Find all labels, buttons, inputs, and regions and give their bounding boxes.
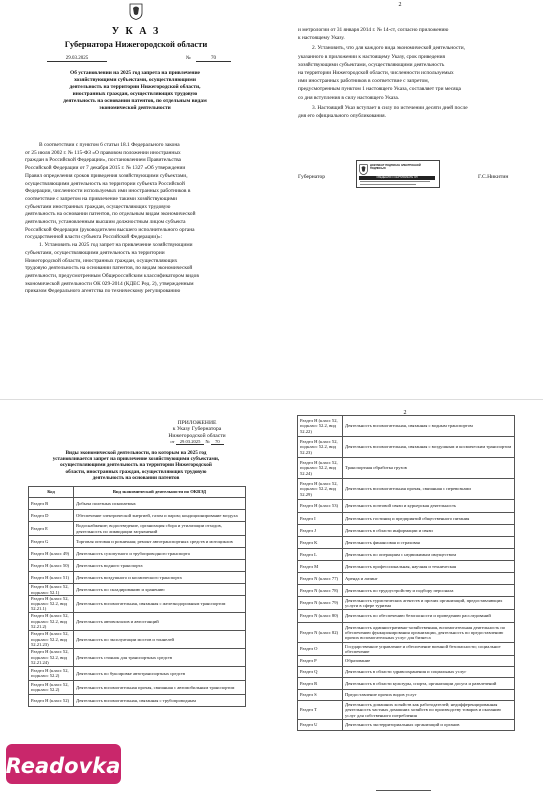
row-activity: Добыча полезных ископаемых (74, 498, 246, 510)
row-code: Раздел M (298, 561, 343, 573)
row-activity: Деятельность экстерриториальных организаций и органов (343, 720, 515, 731)
table-row (29, 560, 246, 572)
row-activity: Деятельность стоянок для транспортных средств (74, 648, 246, 666)
row-activity: Деятельность туристических агентств и прочих организаций, предоставляющих услуги в сфере туризма (343, 597, 515, 610)
table-row (298, 437, 515, 458)
issuer-title: Губернатора Нижегородской области (64, 39, 208, 49)
table-row (29, 630, 246, 648)
row-code: Раздел H (класс 52, подкласс 52.2, вид 52.23) (298, 437, 343, 458)
stamp-line (360, 181, 430, 182)
appendix-header (152, 420, 242, 446)
row-code: Раздел S (298, 690, 343, 701)
row-code: Раздел H (класс 50) (29, 560, 74, 572)
row-activity: Образование (343, 656, 515, 667)
appendix-title: ПРИЛОЖЕНИЕ (177, 420, 217, 426)
table-row (298, 500, 515, 513)
row-activity: Деятельность по буксировке автотранспортных средств (74, 666, 246, 680)
row-activity: Предоставление прочих видов услуг (343, 690, 515, 701)
table-row (298, 549, 515, 561)
row-activity: Торговля оптовая и розничная; ремонт автотранспортных средств и мотоциклов (74, 536, 246, 548)
table-row (298, 458, 515, 479)
row-code: Раздел H (класс 52, подкласс 52.2, вид 52.29) (298, 479, 343, 500)
table-row (298, 597, 515, 610)
document-heading: Об установлении на 2025 год запрета на привлечение хозяйствующими субъектами, осуществляющими деятельность на территории Нижегородской области, иностранных граждан, осуществляющих трудовую деятельность на основании патентов, по отдельным видам экономической деятельности (63, 70, 207, 111)
row-activity: Деятельность домашних хозяйств как работодателей; недифференцированная деятельность частных домашних хозяйств по производству товаров и оказанию услуг для собственного потребления (343, 701, 515, 720)
table-row (298, 643, 515, 656)
row-activity: Деятельность гостиниц и предприятий общественного питания (343, 513, 515, 525)
table-header-row (29, 487, 246, 498)
row-code: Раздел H (класс 52, подкласс 52.2, вид 52.21.1) (29, 596, 74, 613)
row-activity: Деятельность вспомогательная прочая, связанная с автомобильным транспортом (74, 680, 246, 694)
row-activity: Аренда и лизинг (343, 573, 515, 585)
row-code: Раздел H (класс 52, подкласс 52.2, вид 52.24) (298, 458, 343, 479)
row-code: Раздел H (класс 52, подкласс 52.1) (29, 584, 74, 596)
table-row (29, 694, 246, 706)
table-row (29, 572, 246, 584)
table-row (29, 584, 246, 596)
table-row (298, 720, 515, 731)
row-activity: Деятельность по эксплуатации мостов и тоннелей (74, 630, 246, 648)
row-code: Раздел L (298, 549, 343, 561)
number-prefix: № (186, 56, 191, 61)
table-row (298, 585, 515, 597)
signature-name: Г.С.Никитин (478, 174, 509, 180)
row-code: Раздел H (класс 52, подкласс 52.2) (29, 666, 74, 680)
appendix-table-heading: Виды экономической деятельности, по которым на 2025 год установливается запрет на привлечение хозяйствующими субъектами, осуществляющими деятельность на территории Нижегородской области, иностранных граждан, осуществляющих трудовую деятельность на основании патентов (52, 450, 220, 481)
appendix-region: Нижегородской области (168, 432, 226, 439)
table-row (298, 513, 515, 525)
row-code: Раздел J (298, 525, 343, 537)
coat-of-arms-icon (129, 3, 143, 20)
table-row (298, 610, 515, 623)
table-row (29, 510, 246, 522)
row-code: Раздел N (класс 79) (298, 597, 343, 610)
row-activity: Деятельность административно-хозяйственная, вспомогательная деятельность по обеспечению функционирования организации, деятельность по предоставлению прочих вспомогательных услуг для бизнеса (343, 623, 515, 643)
table-row (29, 680, 246, 694)
activity-table-right (297, 415, 515, 731)
row-activity: Деятельность почтовой связи и курьерская деятельность (343, 500, 515, 513)
row-code: Раздел N (класс 80) (298, 610, 343, 623)
row-code: Раздел Е (29, 522, 74, 536)
appendix-to: к Указу Губернатора (172, 426, 222, 433)
row-code: Раздел U (298, 720, 343, 731)
row-activity: Деятельность в области информации и связи (343, 525, 515, 537)
activity-table-left (28, 486, 246, 707)
row-code: Раздел N (класс 82) (298, 623, 343, 643)
signature-role: Губернатор (298, 174, 326, 180)
row-code: Раздел H (класс 51) (29, 572, 74, 584)
table-row (29, 666, 246, 680)
row-activity: Деятельность воздушного и космического транспорта (74, 572, 246, 584)
table-row (298, 416, 515, 437)
table-row (298, 561, 515, 573)
row-activity: Деятельность вспомогательная прочая, связанная с перевозками (343, 479, 515, 500)
row-code: Раздел H (класс 52, подкласс 52.2, вид 52.21.2) (29, 612, 74, 630)
row-activity: Деятельность в области культуры, спорта, организации досуга и развлечений (343, 678, 515, 690)
page-number: 2 (398, 2, 402, 8)
stamp-title: ДОКУМЕНТ ПОДПИСАН ЭЛЕКТРОННОЙ ПОДПИСЬЮ (370, 164, 421, 170)
document-body-left: В соответствии с пунктом 6 статьи 18.1 Федерального закона от 25 июля 2002 г. № 115-ФЗ «О правовом положении иностранных граждан в Российской Федерации», постановлением Правительства Российской Федерации от 7 декабря 2015 г. № 1327 «Об утверждении Правил определения сроков приведения хозяйствующими субъектами, осуществляющими деятельность на территории субъекта Российской Федерации, численности используемых ими иностранных работников в соответствие с запретом на привлечение такими хозяйствующими субъектами иностранных граждан, осуществляющих трудовую деятельность на основании патентов, по отдельным видам экономической деятельности, установленным высшим должностным лицом субъекта Российской Федерации (руководителем высшего исполнительного органа государственной власти субъекта Российской Федерации)»: 1. Установить на 2025 год запрет на привлечение хозяйствующими субъектами, осуществляющими деятельность на территории Нижегородской области, иностранных граждан, осуществляющих трудовую деятельность на основании патентов, по видам экономической деятельности, предусмотренным Общероссийским классификатором видов экономической деятельности ОК 029-2014 (КДЕС Ред. 2), утвержденным приказом Федерального агентства по техническому регулированию (25, 142, 199, 295)
document-number: 70 (196, 56, 231, 62)
table-row (29, 498, 246, 510)
row-activity: Деятельность по складированию и хранению (74, 584, 246, 596)
row-code: Раздел H (класс 52, подкласс 52.2, вид 52.22) (298, 416, 343, 437)
row-code: Раздел R (298, 678, 343, 690)
table-row (29, 548, 246, 560)
row-activity: Транспортная обработка грузов (343, 458, 515, 479)
table-row (298, 656, 515, 667)
table-row (29, 596, 246, 613)
row-activity: Деятельность в области здравоохранения и социальных услуг (343, 667, 515, 678)
appendix-date: 29.03.2025 (176, 439, 205, 445)
end-line (376, 790, 431, 791)
row-activity: Деятельность профессиональная, научная и техническая (343, 561, 515, 573)
table-row (29, 536, 246, 548)
table-row (298, 678, 515, 690)
row-code: Раздел I (298, 513, 343, 525)
row-code: Раздел H (класс 52, подкласс 52.2, вид 52.21.23) (29, 630, 74, 648)
row-code: Раздел H (класс 52, подкласс 52.2, вид 52.21.24) (29, 648, 74, 666)
appendix-date-line: от 29.03.2025 № 70 (152, 439, 242, 445)
row-activity: Деятельность водного транспорта (74, 560, 246, 572)
row-activity: Деятельность по операциям с недвижимым имуществом (343, 549, 515, 561)
row-activity: Деятельность вспомогательная, связанная с трубопроводным (74, 694, 246, 706)
row-activity: Деятельность вспомогательная, связанная с водным транспортом (343, 416, 515, 437)
stamp-certificate-bar: СВЕДЕНИЯ О СЕРТИФИКАТЕ ЭП (359, 176, 435, 180)
row-code: Раздел H (класс 52) (29, 694, 74, 706)
table-row (29, 522, 246, 536)
row-code: Раздел H (класс 49) (29, 548, 74, 560)
readovka-watermark-logo (6, 740, 121, 788)
document-date: 29.03.2025 (47, 56, 107, 62)
table-row (298, 573, 515, 585)
row-code: Раздел В (29, 498, 74, 510)
appendix-number: 70 (211, 439, 224, 445)
row-activity: Деятельность по трудоустройству и подбору персонала (343, 585, 515, 597)
row-code: Раздел D (29, 510, 74, 522)
row-code: Раздел N (класс 77) (298, 573, 343, 585)
table-row (298, 667, 515, 678)
row-code: Раздел H (класс 53) (298, 500, 343, 513)
coat-of-arms-icon (359, 164, 368, 175)
row-activity: Деятельность вспомогательная, связанная с железнодорожным транспортом (74, 596, 246, 613)
table-row (298, 701, 515, 720)
table-row (298, 690, 515, 701)
table-row (29, 612, 246, 630)
row-activity: Деятельность финансовая и страховая (343, 537, 515, 549)
row-code: Раздел N (класс 78) (298, 585, 343, 597)
table-row (298, 479, 515, 500)
table-row (298, 623, 515, 643)
row-activity: Деятельность по обеспечению безопасности и проведению расследований (343, 610, 515, 623)
table-row (298, 525, 515, 537)
row-activity: Деятельность вспомогательная, связанная с воздушным и космическим транспортом (343, 437, 515, 458)
row-code: Раздел O (298, 643, 343, 656)
row-activity: Деятельность сухопутного и трубопроводного транспорта (74, 548, 246, 560)
stamp-line (360, 184, 416, 185)
row-code: Раздел T (298, 701, 343, 720)
row-code: Раздел H (класс 52, подкласс 52.2) (29, 680, 74, 694)
table-row (298, 537, 515, 549)
table-row (29, 648, 246, 666)
row-activity: Обеспечение электрической энергией, газом и паром; кондиционирование воздуха (74, 510, 246, 522)
document-body-right: и метрологии от 31 января 2014 г. № 14-ст, согласно приложению к настоящему Указу. 2. Установить, что для каждого вида экономической деятельности, указанного в приложении к настоящему Указу, срок приведения хозяйствующими субъектами, осуществляющими деятельность на территории Нижегородской области, численности используемых ими иностранных работников в соответствие с запретом, предусмотренным пунктом 1 настоящего Указа, составляет три месяца со дня вступления в силу настоящего Указа. 3. Настоящий Указ вступает в силу по истечении десяти дней после дня его официального опубликования. (298, 27, 468, 120)
column-header-activity: Вид экономической деятельности по ОКВЭД (74, 487, 246, 498)
row-code: Раздел K (298, 537, 343, 549)
document-type: У К А З (111, 26, 161, 37)
row-activity: Деятельность автовокзалов и автостанций (74, 612, 246, 630)
row-activity: Государственное управление и обеспечение военной безопасности; социальное обеспечение (343, 643, 515, 656)
electronic-signature-stamp (356, 160, 440, 188)
column-header-code: Код (29, 487, 74, 498)
svg-text:Readovka: Readovka (6, 754, 121, 778)
row-code: Раздел P (298, 656, 343, 667)
row-code: Раздел G (29, 536, 74, 548)
page-number: 2 (403, 410, 407, 416)
row-activity: Водоснабжение; водоотведение, организация сбора и утилизации отходов, деятельность по ликвидации загрязнений (74, 522, 246, 536)
row-code: Раздел Q (298, 667, 343, 678)
